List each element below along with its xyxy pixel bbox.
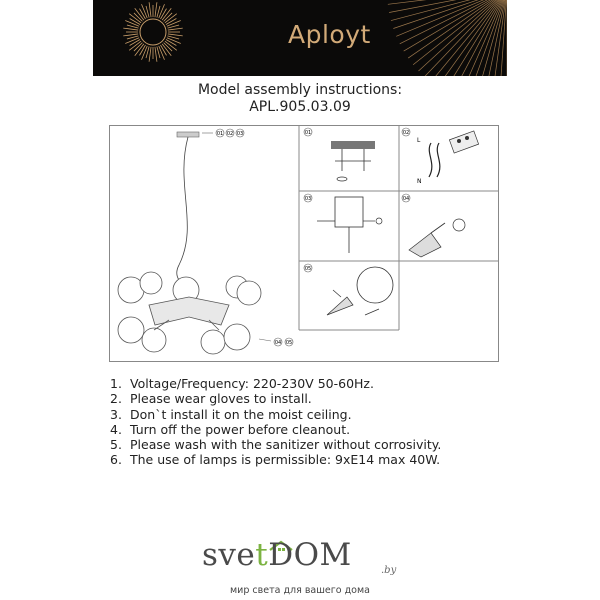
callout-label: 03	[236, 131, 244, 137]
panel-number: 04	[402, 196, 410, 202]
callout-label: 05	[285, 340, 293, 346]
glass-globe	[224, 324, 250, 350]
assembly-diagram	[109, 125, 499, 362]
glass-globe	[140, 272, 162, 294]
light-rays-icon	[387, 0, 507, 76]
wire-label-n: N	[417, 178, 422, 185]
central-hub	[149, 297, 229, 325]
panel-number: 01	[304, 130, 312, 136]
svetdom-logo: svetDOM	[202, 537, 352, 573]
brand-banner	[93, 0, 507, 76]
panel-03-arm-attach	[304, 194, 382, 253]
glass-globe	[201, 330, 225, 354]
ceiling-canopy	[177, 132, 199, 137]
chandelier-drawing	[118, 132, 271, 354]
panel-number: 02	[402, 130, 410, 136]
suspension-cable	[177, 137, 188, 295]
panel-05-globe-attach	[304, 264, 393, 315]
list-item: 4. Turn off the power before cleanout.	[110, 421, 351, 437]
instructions-title: Model assembly instructions:	[197, 82, 403, 98]
list-item: 5. Please wash with the sanitizer without corrosivity.	[110, 437, 442, 453]
panel-01-canopy-mount	[304, 128, 375, 181]
list-item: 6. The use of lamps is permissible: 9xE14 max 40W.	[110, 452, 441, 468]
model-number: APL.905.03.09	[249, 99, 351, 115]
panel-number: 05	[304, 266, 312, 272]
list-item: 2. Please wear gloves to install.	[110, 391, 312, 407]
brand-name: Aployt	[288, 20, 371, 49]
callout-label: 04	[274, 340, 282, 346]
list-item: 1. Voltage/Frequency: 220-230V 50-60Hz.	[110, 376, 374, 391]
screw-icon	[376, 218, 382, 224]
terminal-block-icon	[449, 131, 478, 153]
list-item: 3. Don`t install it on the moist ceiling.	[110, 406, 352, 422]
glass-globe	[118, 317, 144, 343]
diagram-frame	[110, 126, 499, 362]
sun-core-icon	[140, 19, 166, 45]
screw-icon	[337, 177, 347, 181]
callout-leader	[259, 339, 271, 341]
logo-tagline: мир света для вашего дома	[230, 585, 370, 596]
callouts-bottom	[274, 338, 293, 346]
mounting-bracket	[335, 197, 363, 227]
glass-globe	[237, 281, 261, 305]
bulb-icon	[453, 219, 465, 231]
callout-label: 01	[216, 131, 224, 137]
logo-domain: .by	[381, 565, 397, 576]
callout-label: 02	[226, 131, 234, 137]
globe-icon	[357, 267, 393, 303]
panel-04-bulb-install	[402, 194, 465, 257]
callouts-top	[216, 129, 244, 137]
instructions-list	[110, 376, 441, 468]
ceiling-plate	[331, 141, 375, 149]
wire-label-l: L	[417, 137, 421, 144]
glass-globe	[142, 328, 166, 352]
panel-number: 03	[304, 196, 312, 202]
panel-02-wiring	[402, 128, 479, 185]
